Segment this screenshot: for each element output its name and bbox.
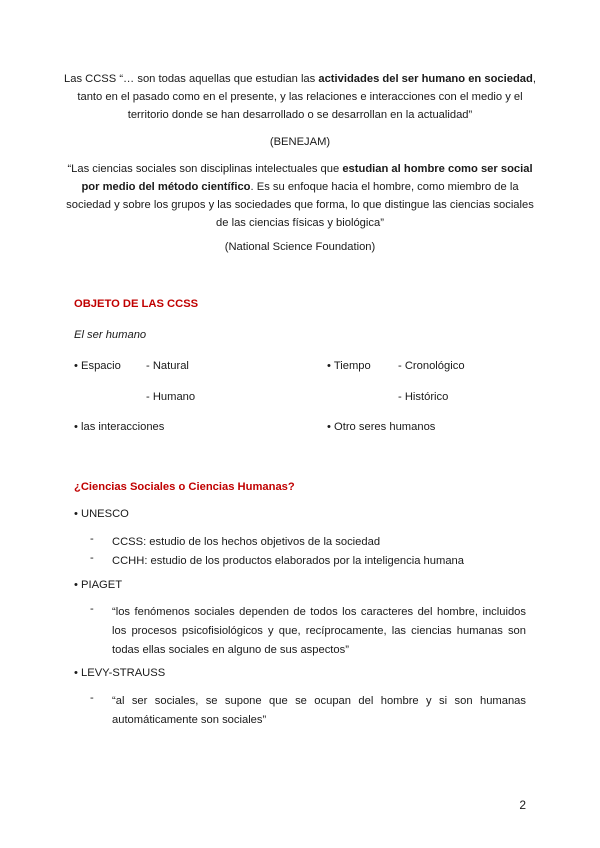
page-number: 2	[519, 798, 526, 812]
objeto-heading: OBJETO DE LAS CCSS	[74, 298, 199, 310]
cronologico-item: - Cronológico	[398, 360, 465, 372]
levy-bullet: • LEVY-STRAUSS	[74, 667, 166, 679]
otros-bullet: • Otro seres humanos	[327, 421, 436, 433]
interacciones-bullet: • las interacciones	[74, 421, 165, 433]
unesco-item-text: CCHH: estudio de los productos elaborados por la inteligencia humana	[112, 555, 464, 567]
natural-item: - Natural	[146, 360, 189, 372]
objeto-subtitle: El ser humano	[74, 329, 147, 341]
quote1-text-end: , tanto en el pasado como en el presente, y las relaciones e interacciones con el medio y el territorio donde se han desarrollado o se desarrollan en la actualidad”	[77, 73, 536, 121]
unesco-bullet: • UNESCO	[74, 508, 129, 520]
ciencias-heading: ¿Ciencias Sociales o Ciencias Humanas?	[74, 481, 295, 493]
quote1-bold-text: actividades del ser humano en sociedad	[318, 73, 533, 85]
humano-item: - Humano	[146, 391, 196, 403]
quote2-bold-text: estudian al hombre como ser social por medio del método científico	[81, 163, 533, 193]
dash-marker: -	[90, 552, 94, 564]
quote2-text-end: . Es su enfoque hacia el hombre, como miembro de la sociedad y sobre los grupos y las sociedades que forma, lo que distingue las ciencias sociales de las ciencias físicas y biológica”	[66, 181, 534, 229]
levy-quote-text: “al ser sociales, se supone que se ocupan del hombre y si son humanas automáticamente son sociales”	[112, 695, 526, 726]
dash-marker: -	[90, 692, 94, 704]
dash-marker: -	[90, 533, 94, 545]
tiempo-bullet: • Tiempo	[327, 360, 371, 372]
dash-marker: -	[90, 603, 94, 615]
quote2-text-start: “Las ciencias sociales son disciplinas intelectuales que	[67, 163, 343, 175]
benejam-quote	[60, 70, 540, 124]
nsf-quote	[60, 160, 540, 232]
nsf-author: (National Science Foundation)	[224, 241, 376, 253]
piaget-quote-text: “los fenómenos sociales dependen de todos los caracteres del hombre, incluidos los procesos psicofisiológicos y que, recíprocamente, las ciencias humanas son todas ellas sociales en alguno de sus aspectos”	[112, 606, 526, 656]
benejam-author: (BENEJAM)	[269, 136, 331, 148]
unesco-item-text: CCSS: estudio de los hechos objetivos de la sociedad	[112, 536, 381, 548]
piaget-bullet: • PIAGET	[74, 579, 123, 591]
historico-item: - Histórico	[398, 391, 449, 403]
quote1-text-start: Las CCSS “… son todas aquellas que estudian las	[64, 73, 319, 85]
espacio-bullet: • Espacio	[74, 360, 121, 372]
